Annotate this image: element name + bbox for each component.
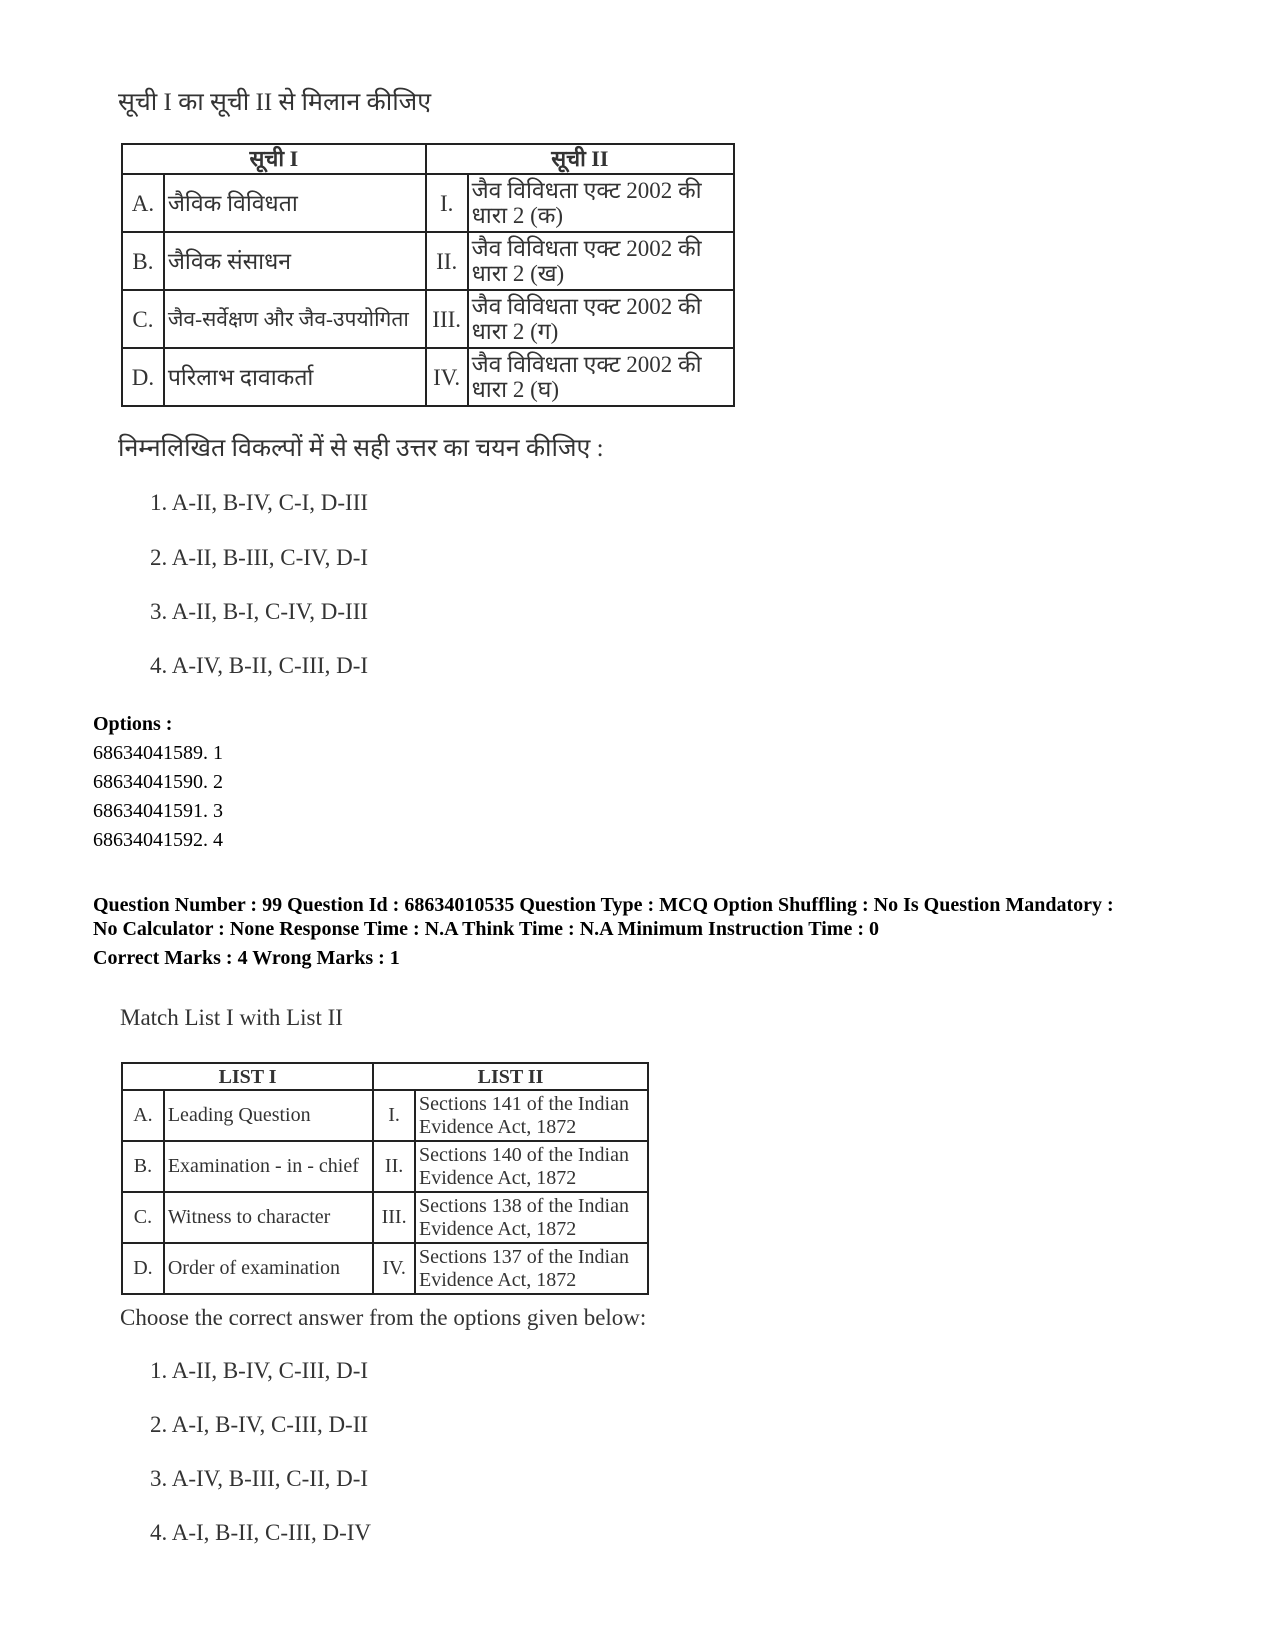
answer-choice: 4. A-I, B-II, C-III, D-IV bbox=[150, 1520, 371, 1545]
list-ii-item: जैव विविधता एक्ट 2002 की धारा 2 (ख) bbox=[468, 232, 734, 290]
list-i-item: Leading Question bbox=[164, 1090, 373, 1141]
options-label: Options : bbox=[93, 713, 173, 735]
answer-choice: 2. A-I, B-IV, C-III, D-II bbox=[150, 1412, 369, 1437]
option-item: 68634041590. 2 bbox=[93, 771, 223, 793]
row-letter: A. bbox=[122, 174, 164, 232]
table-row bbox=[122, 1192, 648, 1243]
option-item: 68634041589. 1 bbox=[93, 742, 223, 764]
answer-choice: 2. A-II, B-III, C-IV, D-I bbox=[150, 545, 369, 570]
english-question-instruction: Choose the correct answer from the options given below: bbox=[120, 1305, 647, 1330]
answer-choice: 1. A-II, B-IV, C-I, D-III bbox=[150, 490, 369, 515]
hindi-question-instruction: निम्नलिखित विकल्पों में से सही उत्तर का चयन कीजिए : bbox=[118, 435, 604, 462]
option-item: 68634041591. 3 bbox=[93, 800, 223, 822]
table-row bbox=[122, 1141, 648, 1192]
list-ii-item: Sections 137 of the Indian Evidence Act, 1872 bbox=[415, 1243, 648, 1294]
answer-choice: 3. A-II, B-I, C-IV, D-III bbox=[150, 599, 369, 624]
row-letter: A. bbox=[122, 1090, 164, 1141]
row-letter: B. bbox=[122, 232, 164, 290]
table-row bbox=[122, 1243, 648, 1294]
list-i-item: Order of examination bbox=[164, 1243, 373, 1294]
row-letter: B. bbox=[122, 1141, 164, 1192]
question-marks: Correct Marks : 4 Wrong Marks : 1 bbox=[93, 947, 400, 969]
english-question-heading: Match List I with List II bbox=[120, 1005, 343, 1030]
list-ii-item: Sections 140 of the Indian Evidence Act, 1872 bbox=[415, 1141, 648, 1192]
list-i-item: Witness to character bbox=[164, 1192, 373, 1243]
row-letter: D. bbox=[122, 1243, 164, 1294]
list-ii-item: जैव विविधता एक्ट 2002 की धारा 2 (घ) bbox=[468, 348, 734, 406]
list-i-header: सूची I bbox=[122, 144, 426, 174]
english-match-table bbox=[121, 1062, 649, 1295]
question-meta-line: No Calculator : None Response Time : N.A Think Time : N.A Minimum Instruction Time : 0 bbox=[93, 918, 879, 940]
table-row bbox=[122, 232, 734, 290]
list-i-item: जैविक विविधता bbox=[164, 174, 426, 232]
list-i-header: LIST I bbox=[122, 1063, 373, 1090]
option-item: 68634041592. 4 bbox=[93, 829, 223, 851]
list-i-item: जैव-सर्वेक्षण और जैव-उपयोगिता bbox=[164, 290, 426, 348]
row-numeral: I. bbox=[426, 174, 468, 232]
list-i-item: Examination - in - chief bbox=[164, 1141, 373, 1192]
row-numeral: II. bbox=[426, 232, 468, 290]
table-row bbox=[122, 348, 734, 406]
row-letter: C. bbox=[122, 1192, 164, 1243]
list-ii-item: जैव विविधता एक्ट 2002 की धारा 2 (ग) bbox=[468, 290, 734, 348]
list-ii-item: जैव विविधता एक्ट 2002 की धारा 2 (क) bbox=[468, 174, 734, 232]
list-ii-header: सूची II bbox=[426, 144, 734, 174]
hindi-question-heading: सूची I का सूची II से मिलान कीजिए bbox=[118, 89, 432, 116]
question-meta-line: Question Number : 99 Question Id : 68634010535 Question Type : MCQ Option Shuffling : No Is Question Mandatory : bbox=[93, 894, 1114, 916]
list-ii-item: Sections 138 of the Indian Evidence Act, 1872 bbox=[415, 1192, 648, 1243]
list-ii-item: Sections 141 of the Indian Evidence Act, 1872 bbox=[415, 1090, 648, 1141]
row-letter: D. bbox=[122, 348, 164, 406]
table-row bbox=[122, 174, 734, 232]
hindi-match-table bbox=[121, 143, 735, 407]
table-header-row bbox=[122, 1063, 648, 1090]
table-header-row bbox=[122, 144, 734, 174]
list-i-item: परिलाभ दावाकर्ता bbox=[164, 348, 426, 406]
row-numeral: IV. bbox=[426, 348, 468, 406]
answer-choice: 3. A-IV, B-III, C-II, D-I bbox=[150, 1466, 369, 1491]
table-row bbox=[122, 1090, 648, 1141]
table-row bbox=[122, 290, 734, 348]
row-letter: C. bbox=[122, 290, 164, 348]
row-numeral: I. bbox=[373, 1090, 415, 1141]
row-numeral: IV. bbox=[373, 1243, 415, 1294]
answer-choice: 1. A-II, B-IV, C-III, D-I bbox=[150, 1358, 369, 1383]
answer-choice: 4. A-IV, B-II, C-III, D-I bbox=[150, 653, 369, 678]
row-numeral: III. bbox=[373, 1192, 415, 1243]
row-numeral: II. bbox=[373, 1141, 415, 1192]
list-i-item: जैविक संसाधन bbox=[164, 232, 426, 290]
row-numeral: III. bbox=[426, 290, 468, 348]
list-ii-header: LIST II bbox=[373, 1063, 648, 1090]
